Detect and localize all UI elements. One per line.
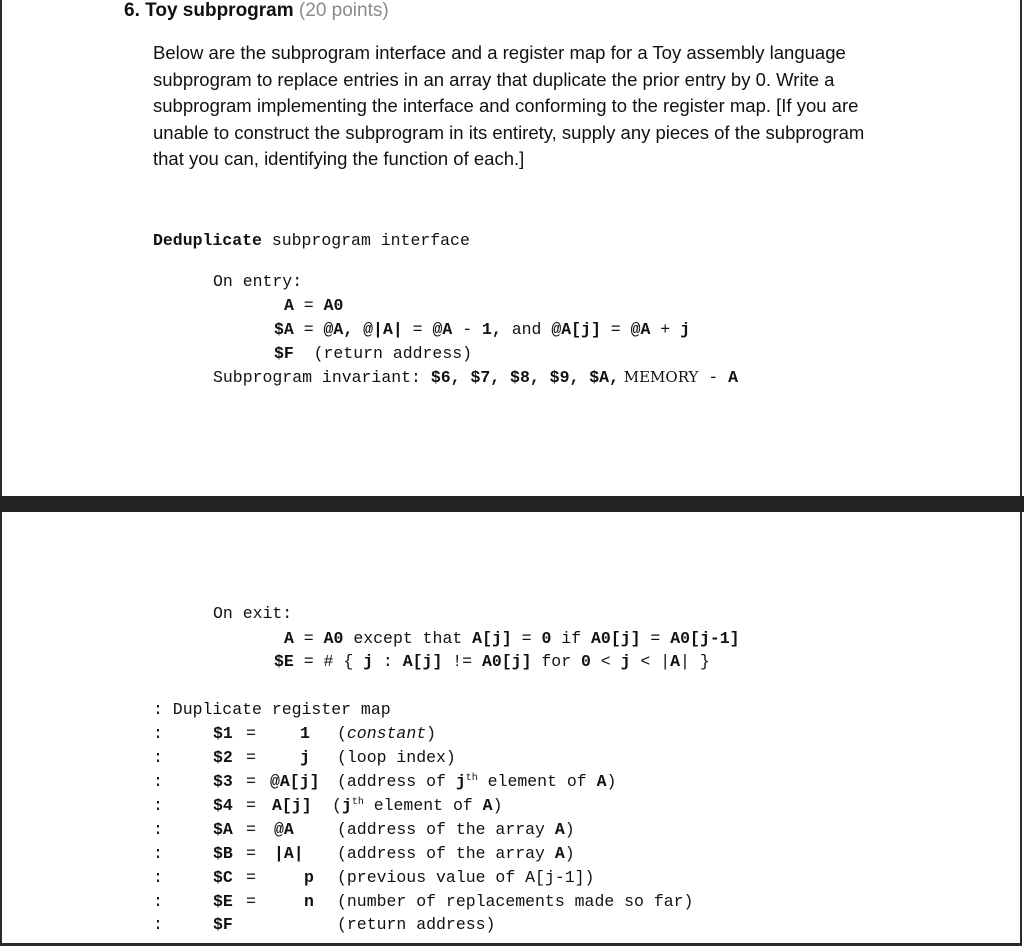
register-desc: (constant)	[337, 724, 437, 743]
register-eq: =	[246, 748, 256, 767]
register-desc: (address of the array A)	[337, 844, 575, 863]
exit-line-2: $E = # { j : A[j] != A0[j] for 0 < j < |A| }	[274, 652, 710, 671]
paragraph-line: Below are the subprogram interface and a register map for a Toy assembly language	[153, 42, 846, 63]
register-row-colon: :	[153, 724, 163, 743]
register-name: $3	[213, 772, 233, 791]
register-row-colon: :	[153, 915, 163, 934]
entry-line-1: A = A0	[284, 296, 344, 315]
register-desc: ($j^{th}$ element of A)	[332, 796, 503, 815]
entry-line-2: $A = @A, @|A| = @A - 1, and @A[j] = @A + j	[274, 320, 691, 339]
register-eq: =	[246, 796, 256, 815]
register-eq: =	[246, 844, 256, 863]
register-value: n	[304, 892, 314, 911]
register-value: 1	[300, 724, 310, 743]
register-row-colon: :	[153, 868, 163, 887]
register-name: $B	[213, 844, 233, 863]
register-name: $1	[213, 724, 233, 743]
register-eq: =	[246, 892, 256, 911]
register-name: $F	[213, 915, 233, 934]
paragraph-line: that you can, identifying the function of each.]	[153, 148, 525, 169]
register-desc: (address of the array A)	[337, 820, 575, 839]
register-desc: (return address)	[337, 915, 496, 934]
register-name: $C	[213, 868, 233, 887]
interface-title: Deduplicate subprogram interface	[153, 231, 470, 250]
question-paragraph	[153, 40, 943, 173]
register-value: @A	[274, 820, 294, 839]
register-row-colon: :	[153, 820, 163, 839]
register-value: p	[304, 868, 314, 887]
register-desc: (loop index)	[337, 748, 456, 767]
register-value: @A[j]	[270, 772, 320, 791]
entry-line-3: $F (return address)	[274, 344, 473, 363]
register-value: |A|	[274, 844, 304, 863]
register-row-colon: :	[153, 748, 163, 767]
register-name: $4	[213, 796, 233, 815]
register-row-colon: :	[153, 772, 163, 791]
register-eq: =	[246, 724, 256, 743]
register-desc: (address of $j^{th}$ element of A)	[337, 772, 617, 791]
register-name: $2	[213, 748, 233, 767]
paragraph-line: unable to construct the subprogram in its entirety, supply any pieces of the subprogram	[153, 121, 865, 143]
invariant-line: Subprogram invariant: $6, $7, $8, $9, $A, MEMORY - A	[213, 368, 739, 387]
on-exit-label: On exit:	[213, 604, 293, 623]
register-map-title: : Duplicate register map	[153, 700, 391, 719]
register-desc: (previous value of A[j-1])	[337, 868, 595, 887]
register-value: j	[300, 748, 310, 767]
register-name: $E	[213, 892, 233, 911]
register-eq: =	[246, 772, 256, 791]
register-row-colon: :	[153, 892, 163, 911]
register-desc: (number of replacements made so far)	[337, 892, 694, 911]
register-name: $A	[213, 820, 233, 839]
register-row-colon: :	[153, 796, 163, 815]
register-value: A[j]	[272, 796, 312, 815]
paragraph-line: subprogram implementing the interface and conforming to the register map. [If you are	[153, 95, 859, 116]
register-eq: =	[246, 868, 256, 887]
question-heading: 6. Toy subprogram (20 points)	[124, 0, 389, 21]
register-eq: =	[246, 820, 256, 839]
exit-line-1: A = A0 except that A[j] = 0 if A0[j] = A0[j-1]	[284, 629, 740, 648]
paragraph-line: subprogram to replace entries in an array that duplicate the prior entry by 0. Write a	[153, 68, 835, 90]
page-divider	[0, 496, 1024, 512]
register-row-colon: :	[153, 844, 163, 863]
on-entry-label: On entry:	[213, 272, 303, 291]
